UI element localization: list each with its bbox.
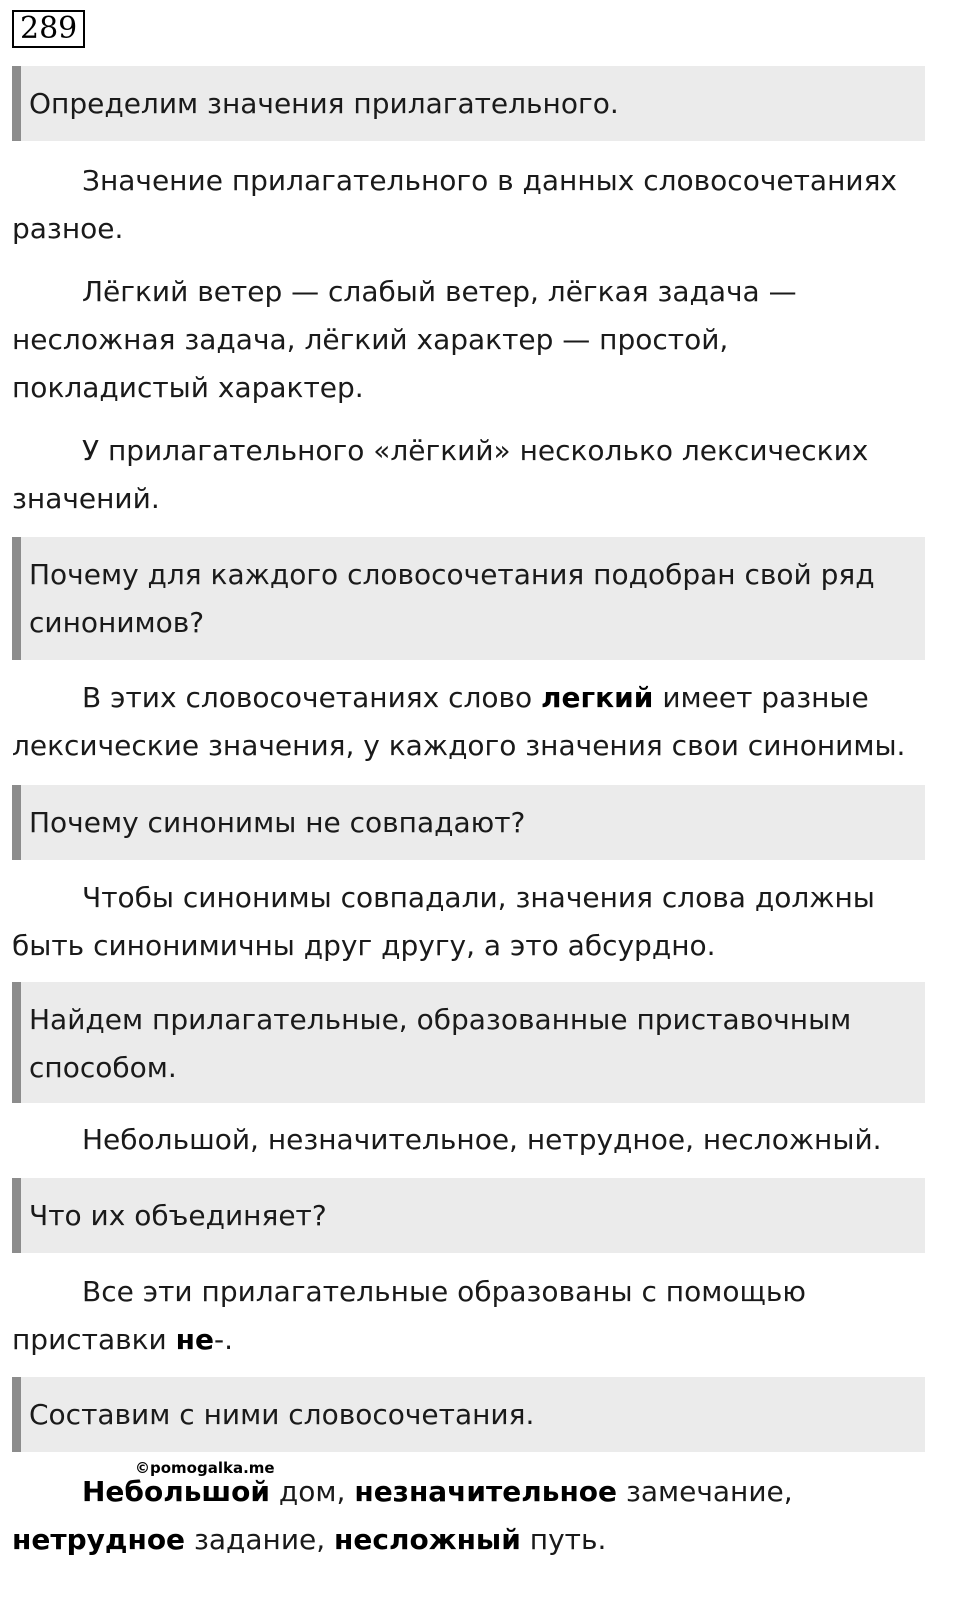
text-fragment: задание, <box>185 1523 335 1556</box>
bold-word: Небольшой <box>82 1475 271 1508</box>
text-fragment: дом, <box>270 1475 355 1508</box>
text-fragment: замечание, <box>617 1475 793 1508</box>
bold-word: незначительное <box>354 1475 618 1508</box>
watermark: ©pomogalka.me <box>135 1459 275 1477</box>
paragraph-adjective-list: Небольшой, незначительное, нетрудное, несложный. <box>82 1123 882 1156</box>
paragraph-prefix-ne <box>12 1268 932 1364</box>
paragraph-absurd: Чтобы синонимы совпадали, значения слова должны быть синонимичны друг другу, а это абсурдно. <box>12 881 875 962</box>
bold-prefix-ne: не <box>175 1323 214 1356</box>
text-fragment: В этих словосочетаниях слово <box>82 681 542 714</box>
question-block-compose-phrases: Составим с ними словосочетания. <box>12 1377 925 1452</box>
question-block-meanings: Определим значения прилагательного. <box>12 66 925 141</box>
text-fragment: путь. <box>520 1523 607 1556</box>
text-fragment: имеет разные лексические значения, у каждого значения свои синонимы. <box>12 681 906 762</box>
paragraph-examples: Лёгкий ветер — слабый ветер, лёгкая задача — несложная задача, лёгкий характер — простой, покладистый характер. <box>12 275 797 404</box>
bold-word: нетрудное <box>12 1523 186 1556</box>
question-block-why-not-match: Почему синонимы не совпадают? <box>12 785 925 860</box>
question-block-what-unites: Что их объединяет? <box>12 1178 925 1253</box>
task-number: 289 <box>12 10 85 48</box>
paragraph-lexical-meanings: У прилагательного «лёгкий» несколько лексических значений. <box>12 434 869 515</box>
paragraph-different-meanings <box>12 674 932 770</box>
question-block-synonyms-row: Почему для каждого словосочетания подобран свой ряд синонимов? <box>12 537 925 660</box>
text-fragment: Все эти прилагательные образованы с помощью приставки <box>12 1275 806 1356</box>
paragraph-meaning-different: Значение прилагательного в данных словосочетаниях разное. <box>12 164 897 245</box>
question-block-prefix-adjectives: Найдем прилагательные, образованные приставочным способом. <box>12 982 925 1103</box>
bold-word: несложный <box>334 1523 521 1556</box>
text-fragment: -. <box>214 1323 234 1356</box>
bold-word-legkiy: легкий <box>541 681 654 714</box>
paragraph-phrases <box>12 1468 932 1564</box>
